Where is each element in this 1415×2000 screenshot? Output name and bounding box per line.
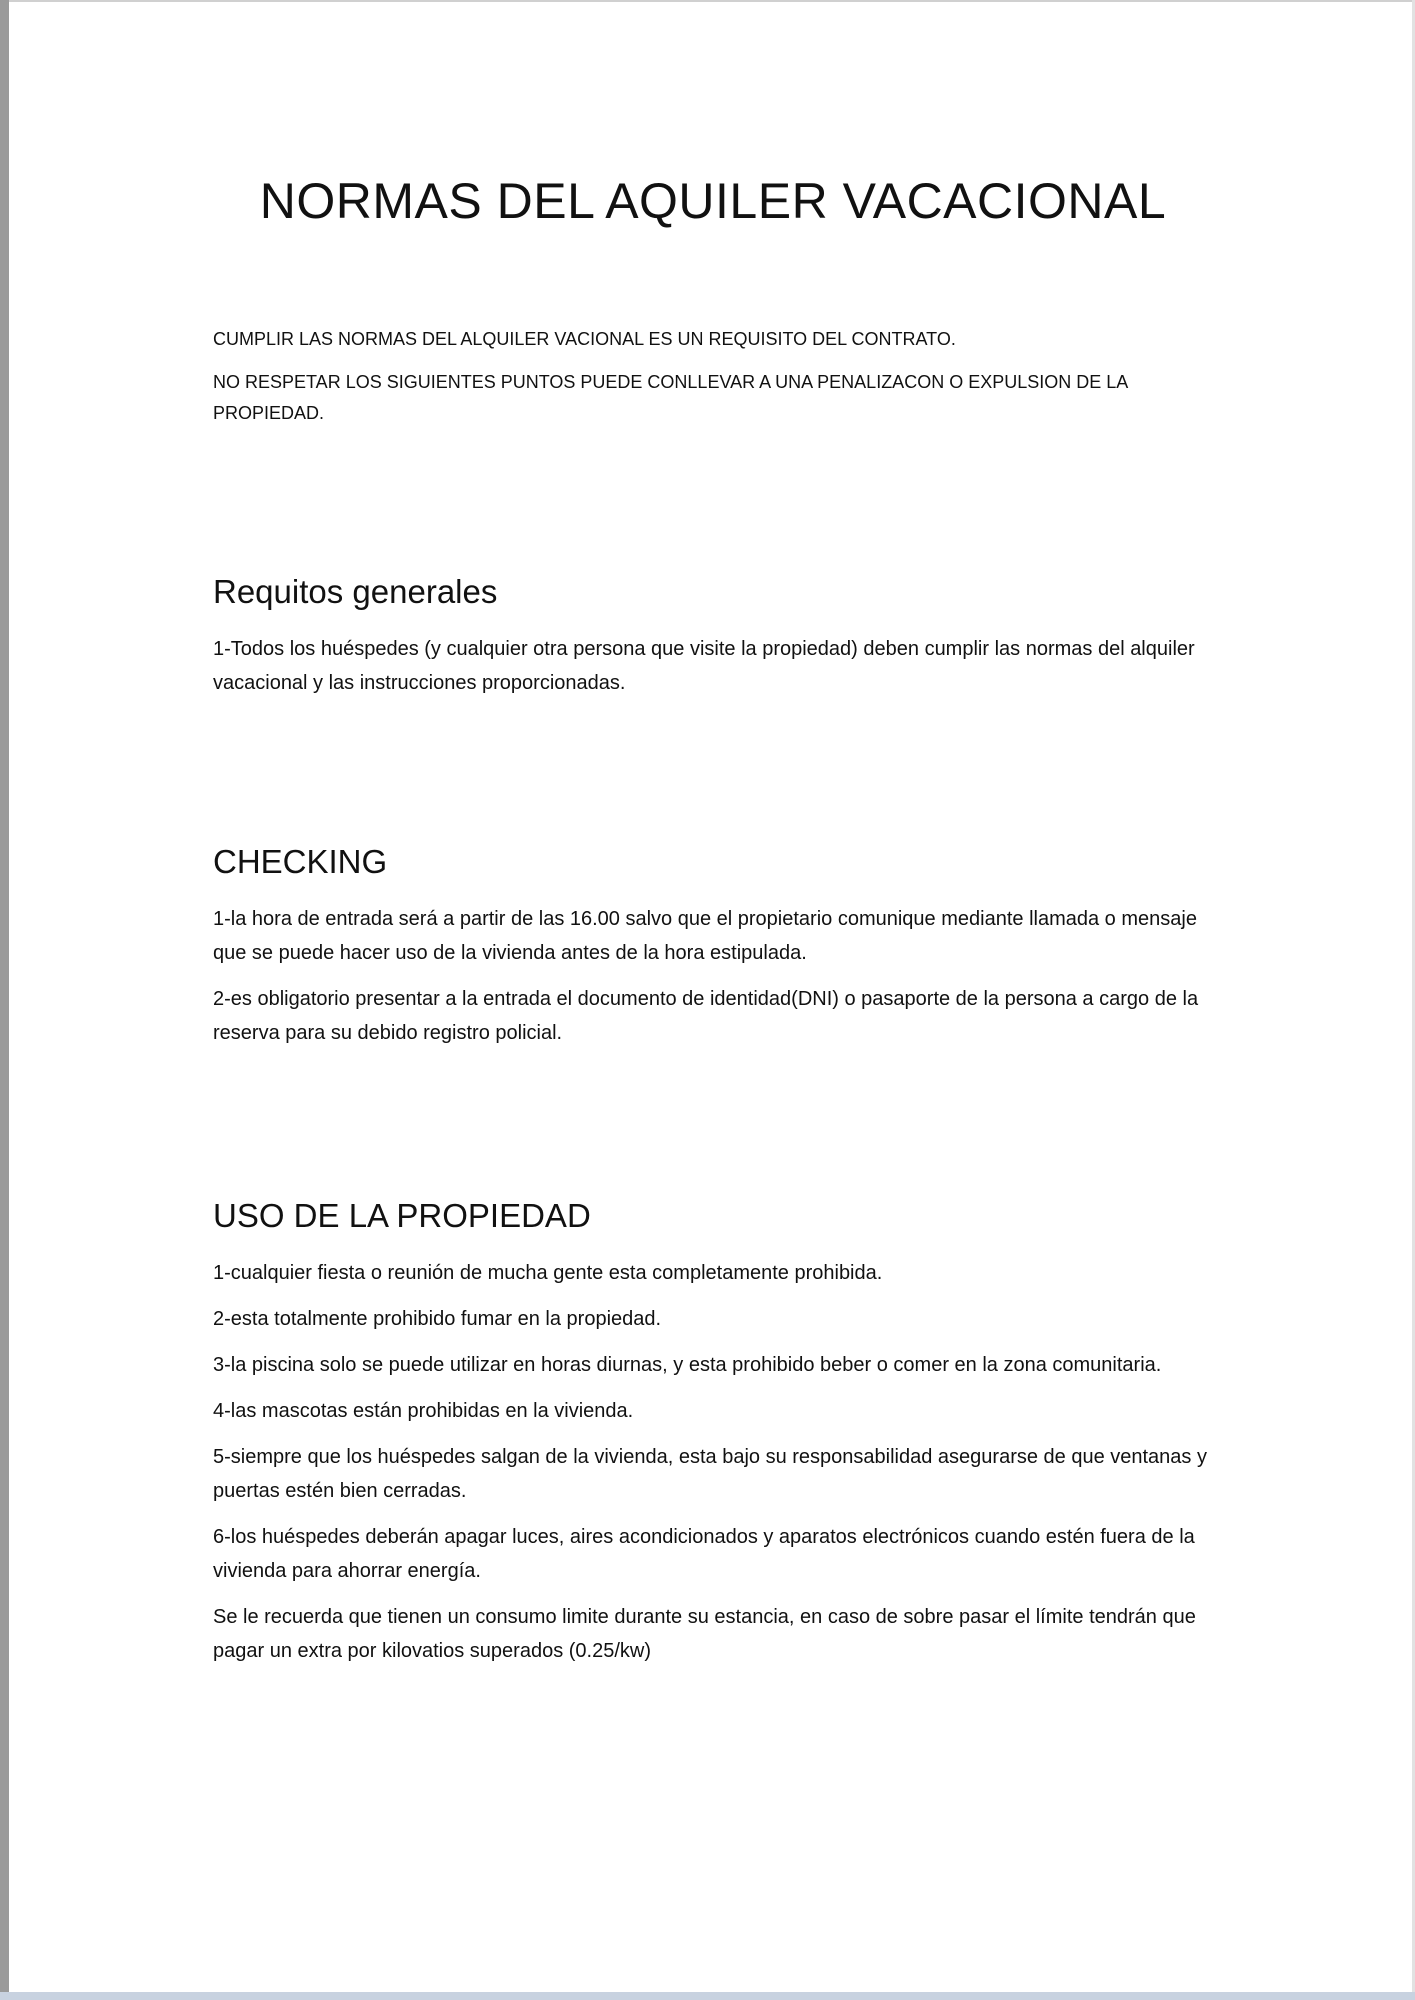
rule-item: 1-cualquier fiesta o reunión de mucha gente esta completamente prohibida. [213, 1262, 883, 1284]
page-left-border [0, 0, 9, 2000]
section-checking [213, 842, 1213, 1062]
rule-item: 3-la piscina solo se puede utilizar en horas diurnas, y esta prohibido beber o comer en la zona comunitaria. [213, 1354, 1162, 1376]
rule-item: 2-es obligatorio presentar a la entrada el documento de identidad(DNI) o pasaporte de la persona a cargo de la reserva para su debido registro policial. [213, 988, 1199, 1044]
document-title: NORMAS DEL AQUILER VACACIONAL [259, 173, 1167, 229]
rule-item: 5-siempre que los huéspedes salgan de la vivienda, esta bajo su responsabilidad asegurarse de que ventanas y puertas estén bien cerradas. [213, 1446, 1207, 1502]
rule-item: 1-Todos los huéspedes (y cualquier otra persona que visite la propiedad) deben cumplir las normas del alquiler vacacional y las instrucciones proporcionadas. [213, 638, 1195, 694]
section-heading: USO DE LA PROPIEDAD [213, 1197, 591, 1234]
section-heading: Requitos generales [213, 573, 498, 610]
page-bottom-border [0, 1992, 1415, 2000]
rule-item: 2-esta totalmente prohibido fumar en la propiedad. [213, 1308, 662, 1330]
rule-item: 4-las mascotas están prohibidas en la vivienda. [213, 1400, 634, 1422]
section-heading: CHECKING [213, 843, 388, 880]
energy-notice: Se le recuerda que tienen un consumo limite durante su estancia, en caso de sobre pasar el límite tendrán que pagar un extra por kilovatios superados (0.25/kw) [213, 1606, 1196, 1662]
intro-block [213, 324, 1213, 441]
intro-paragraph: NO RESPETAR LOS SIGUIENTES PUNTOS PUEDE CONLLEVAR A UNA PENALIZACON O EXPULSION DE LA PROPIEDAD. [213, 372, 1128, 423]
rule-item: 1-la hora de entrada será a partir de las 16.00 salvo que el propietario comunique mediante llamada o mensaje que se puede hacer uso de la vivienda antes de la hora estipulada. [213, 908, 1197, 964]
page-top-border [0, 0, 1415, 2]
section-general-requirements [213, 572, 1213, 712]
intro-paragraph: CUMPLIR LAS NORMAS DEL ALQUILER VACIONAL ES UN REQUISITO DEL CONTRATO. [213, 329, 956, 349]
section-property-use [213, 1196, 1213, 1680]
rule-item: 6-los huéspedes deberán apagar luces, aires acondicionados y aparatos electrónicos cuando estén fuera de la vivienda para ahorrar energía. [213, 1526, 1195, 1582]
